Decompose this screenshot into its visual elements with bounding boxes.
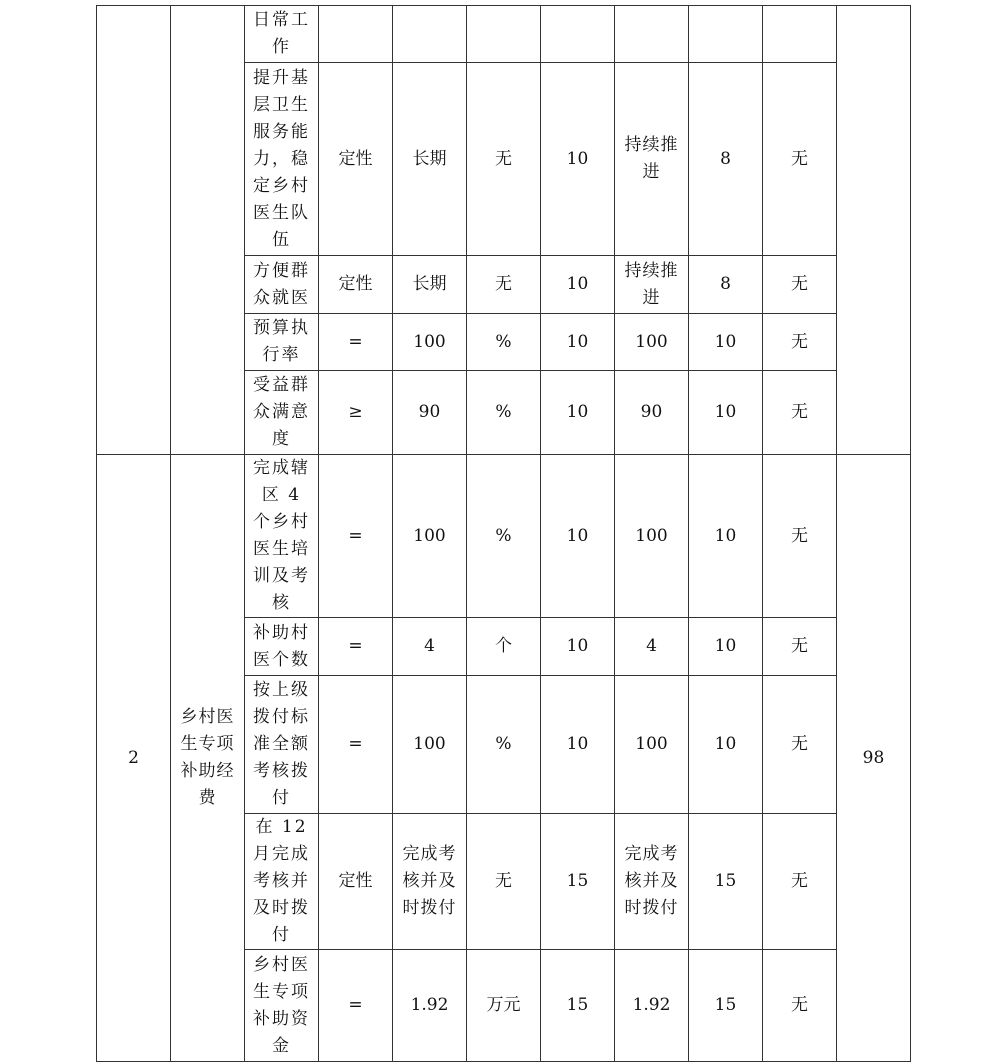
total-score-cell [837,6,911,455]
indicator-cell: 在 12 月完成考核并及时拨付 [245,814,319,950]
target-cell: 100 [393,676,467,814]
unit-cell: 无 [467,814,541,950]
actual-cell: 90 [615,371,689,455]
symbol-cell: ≥ [319,371,393,455]
symbol-cell: = [319,676,393,814]
unit-cell: % [467,314,541,371]
score-cell [689,6,763,63]
indicator-cell: 提升基层卫生服务能力，稳定乡村医生队伍 [245,63,319,256]
note-cell: 无 [763,618,837,676]
actual-cell: 持续推进 [615,63,689,256]
unit-cell: % [467,371,541,455]
indicator-cell: 补助村医个数 [245,618,319,676]
target-cell: 1.92 [393,950,467,1062]
actual-cell: 持续推进 [615,256,689,314]
symbol-cell: 定性 [319,256,393,314]
symbol-cell: = [319,314,393,371]
symbol-cell: = [319,618,393,676]
weight-cell [541,6,615,63]
indicator-cell: 完成辖区 4 个乡村医生培训及考核 [245,455,319,618]
weight-cell: 10 [541,455,615,618]
weight-cell: 10 [541,371,615,455]
table-row [97,455,911,618]
weight-cell: 15 [541,814,615,950]
indicator-cell: 受益群众满意度 [245,371,319,455]
actual-cell: 完成考核并及时拨付 [615,814,689,950]
actual-cell: 100 [615,676,689,814]
indicator-cell: 预算执行率 [245,314,319,371]
note-cell: 无 [763,676,837,814]
note-cell: 无 [763,63,837,256]
actual-cell: 1.92 [615,950,689,1062]
unit-cell: 无 [467,256,541,314]
weight-cell: 10 [541,314,615,371]
performance-table [96,5,911,1062]
note-cell [763,6,837,63]
target-cell [393,6,467,63]
score-cell: 8 [689,63,763,256]
weight-cell: 10 [541,676,615,814]
table-row [97,6,911,63]
symbol-cell: = [319,950,393,1062]
weight-cell: 10 [541,618,615,676]
note-cell: 无 [763,256,837,314]
weight-cell: 10 [541,256,615,314]
actual-cell: 100 [615,314,689,371]
score-cell: 10 [689,676,763,814]
note-cell: 无 [763,950,837,1062]
total-score-cell: 98 [837,455,911,1062]
actual-cell: 100 [615,455,689,618]
unit-cell: % [467,455,541,618]
score-cell: 15 [689,950,763,1062]
target-cell: 完成考核并及时拨付 [393,814,467,950]
project-cell [171,6,245,455]
index-cell: 2 [97,455,171,1062]
indicator-cell: 日常工作 [245,6,319,63]
target-cell: 90 [393,371,467,455]
symbol-cell [319,6,393,63]
score-cell: 8 [689,256,763,314]
indicator-cell: 方便群众就医 [245,256,319,314]
actual-cell: 4 [615,618,689,676]
note-cell: 无 [763,814,837,950]
score-cell: 15 [689,814,763,950]
index-cell [97,6,171,455]
indicator-cell: 乡村医生专项补助资金 [245,950,319,1062]
target-cell: 100 [393,314,467,371]
weight-cell: 10 [541,63,615,256]
symbol-cell: 定性 [319,814,393,950]
unit-cell: 万元 [467,950,541,1062]
score-cell: 10 [689,618,763,676]
unit-cell: 无 [467,63,541,256]
symbol-cell: = [319,455,393,618]
target-cell: 长期 [393,63,467,256]
project-cell: 乡村医生专项补助经费 [171,455,245,1062]
note-cell: 无 [763,314,837,371]
score-cell: 10 [689,371,763,455]
score-cell: 10 [689,455,763,618]
symbol-cell: 定性 [319,63,393,256]
target-cell: 长期 [393,256,467,314]
target-cell: 4 [393,618,467,676]
unit-cell: % [467,676,541,814]
weight-cell: 15 [541,950,615,1062]
target-cell: 100 [393,455,467,618]
actual-cell [615,6,689,63]
unit-cell [467,6,541,63]
note-cell: 无 [763,371,837,455]
unit-cell: 个 [467,618,541,676]
indicator-cell: 按上级拨付标准全额考核拨付 [245,676,319,814]
score-cell: 10 [689,314,763,371]
note-cell: 无 [763,455,837,618]
